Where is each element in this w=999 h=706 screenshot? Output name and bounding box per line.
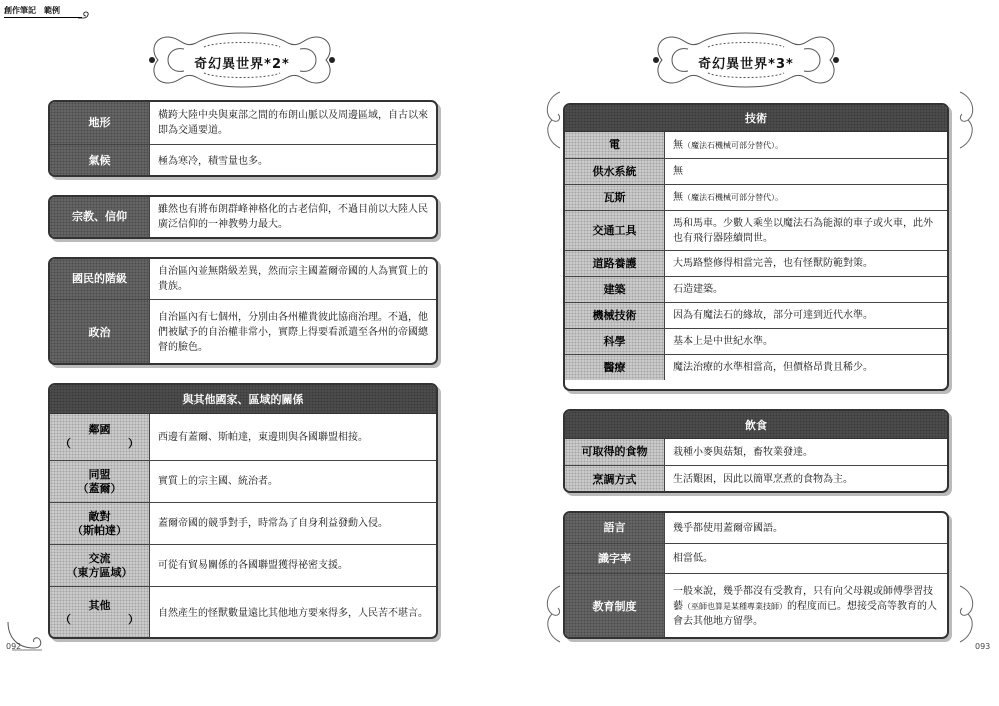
exchange-label-cell [50, 545, 150, 586]
alliance-row [50, 460, 436, 502]
food-available-value: 栽種小麥與菇類，畜牧業發達。 [673, 446, 813, 458]
language-row [565, 513, 947, 543]
tech-row [565, 210, 947, 250]
tech-row-value [665, 303, 947, 328]
food-box [563, 409, 949, 493]
left-page-title: 奇幻異世界*2* [194, 57, 290, 72]
enemy-label-cell [50, 503, 150, 544]
header-rule [4, 17, 82, 18]
tech-row [565, 354, 947, 380]
neighbor-value: 西邊有蓋爾、斯帕達，東邊則與各國聯盟相接。 [158, 431, 368, 443]
tech-row-label: 瓦斯 [565, 185, 665, 210]
tech-row [565, 276, 947, 302]
tech-row-text: 因為有魔法石的緣故，部分可達到近代水準。 [673, 310, 873, 321]
language-label: 語言 [565, 513, 665, 543]
education-row [565, 573, 947, 639]
education-text-2: 的程度而已。想接受高等教育的人會去其他地方留學。 [673, 601, 937, 627]
literacy-row [565, 543, 947, 573]
swirl-ornament-icon [78, 10, 94, 20]
tech-row-text: 魔法治療的水準相當高，但價格昂貴且稀少。 [673, 362, 873, 373]
bottom-swirl-right-icon [954, 584, 980, 644]
technology-title: 技術 [565, 105, 947, 132]
tech-row-value [665, 355, 947, 380]
tech-row-label: 道路養護 [565, 251, 665, 276]
tech-row [565, 250, 947, 276]
tech-row-text: 無 [673, 139, 683, 151]
other-value: 自然產生的怪獸數量遠比其他地方要來得多，人民苦不堪言。 [158, 607, 428, 619]
tech-row-text: 無 [673, 192, 683, 203]
alliance-label-cell [50, 461, 150, 502]
tech-row [565, 184, 947, 210]
other-open-paren: （ [60, 613, 71, 626]
climate-value: 極為寒冷，積雪量也多。 [158, 155, 268, 167]
religion-row [50, 197, 436, 237]
education-label: 教育制度 [565, 574, 665, 639]
tech-row-label: 交通工具 [565, 211, 665, 250]
exchange-value: 可從有貿易關係的各國聯盟獲得祕密支援。 [158, 560, 348, 571]
tech-row [565, 132, 947, 158]
tech-row-label: 供水系統 [565, 159, 665, 184]
relations-title: 與其他國家、區域的關係 [50, 385, 436, 414]
tech-row-value [665, 132, 947, 158]
cooking-row [565, 465, 947, 493]
geography-box [48, 100, 438, 177]
right-page-title: 奇幻異世界*3* [698, 57, 794, 72]
alliance-label: 同盟 [88, 467, 111, 481]
tech-row-value [665, 329, 947, 354]
right-page-number: 093 [975, 642, 991, 651]
terrain-label: 地形 [50, 102, 150, 144]
tech-row-value [665, 251, 947, 276]
tech-row-label: 醫療 [565, 355, 665, 380]
food-available-label: 可取得的食物 [565, 439, 665, 465]
exchange-sub: （東方區域） [66, 565, 133, 579]
food-title: 飲食 [565, 411, 947, 439]
culture-box [563, 511, 949, 639]
climate-row [50, 144, 436, 177]
left-title-frame [144, 27, 340, 93]
education-note: （巫師也算是某種專業技師） [683, 602, 787, 611]
terrain-value: 橫跨大陸中央與東部之間的布朗山脈以及周邊區域，自古以來即為交通要道。 [158, 110, 428, 136]
religion-box [48, 195, 438, 239]
class-value: 自治區內並無階級差異，然而宗主國蓋爾帝國的人為實質上的貴族。 [158, 266, 428, 292]
other-close-paren: ） [128, 613, 139, 626]
tech-row-note: （魔法石機械可部分替代）。 [683, 140, 783, 150]
other-label: 其他 [88, 599, 111, 612]
tech-row-value [665, 211, 947, 250]
tech-row-note: （魔法石機械可部分替代）。 [683, 193, 783, 202]
climate-label: 氣候 [50, 145, 150, 177]
exchange-label: 交流 [88, 551, 111, 565]
tech-row-label: 建築 [565, 277, 665, 302]
class-row [50, 259, 436, 299]
enemy-label: 敵對 [88, 509, 111, 523]
alliance-value: 實質上的宗主國、統治者。 [158, 476, 278, 487]
right-title-frame [648, 27, 844, 93]
technology-box [563, 103, 949, 391]
class-label: 國民的階級 [50, 259, 150, 299]
tech-row-value [665, 185, 947, 210]
tech-row-text: 基本上是中世紀水準。 [673, 336, 773, 347]
tech-row-text: 石造建築。 [673, 284, 723, 295]
terrain-row [50, 102, 436, 144]
neighbor-open-paren: （ [60, 437, 71, 450]
neighbor-label-cell [50, 414, 150, 460]
exchange-row [50, 544, 436, 586]
politics-box [48, 257, 438, 365]
literacy-value: 相當低。 [673, 553, 713, 564]
cooking-label: 烹調方式 [565, 466, 665, 493]
tech-row [565, 302, 947, 328]
enemy-value: 蓋爾帝國的競爭對手，時常為了自身利益發動入侵。 [158, 518, 388, 529]
tech-row [565, 328, 947, 354]
tech-row [565, 158, 947, 184]
education-text: 一般來說，幾乎都沒有受教育，只有向父母親或師傅學習技藝 [673, 586, 933, 612]
tech-row-text: 無 [673, 166, 683, 177]
religion-value: 雖然也有將布朗群峰神格化的古老信仰，不過目前以大陸人民廣泛信仰的一神教勢力最大。 [158, 204, 428, 230]
enemy-sub: （斯帕達） [72, 523, 127, 537]
left-page-number: 092 [6, 642, 22, 651]
tech-row-label: 科學 [565, 329, 665, 354]
language-value: 幾乎都使用蓋爾帝國語。 [673, 522, 783, 534]
other-label-cell [50, 587, 150, 639]
relations-box [48, 383, 438, 639]
tech-row-label: 機械技術 [565, 303, 665, 328]
running-header: 創作筆記 範例 [4, 6, 60, 15]
bottom-swirl-left-icon [540, 584, 566, 644]
side-swirl-right-icon [954, 90, 980, 150]
food-available-row [565, 439, 947, 465]
tech-row-value [665, 277, 947, 302]
tech-row-label: 電 [565, 132, 665, 158]
religion-label: 宗教、信仰 [50, 197, 150, 237]
neighbor-label: 鄰國 [88, 423, 111, 436]
neighbor-row [50, 414, 436, 460]
other-row [50, 586, 436, 639]
politics-value: 自治區內有七個州，分別由各州權貴彼此協商治理。不過，他們被賦予的自治權非常小，實際上得要看派遣至各州的帝國總督的臉色。 [158, 312, 428, 353]
cooking-value: 生活艱困，因此以簡單烹煮的食物為主。 [673, 474, 853, 485]
neighbor-close-paren: ） [128, 437, 139, 450]
tech-row-value [665, 159, 947, 184]
tech-row-text: 馬和馬車。少數人乘坐以魔法石為能源的車子或火車，此外也有飛行器陸續問世。 [673, 217, 933, 244]
education-value [665, 574, 947, 639]
alliance-sub: （蓋爾） [77, 481, 122, 495]
politics-label: 政治 [50, 300, 150, 365]
enemy-row [50, 502, 436, 544]
literacy-label: 識字率 [565, 544, 665, 573]
tech-row-text: 大馬路整修得相當完善，也有怪獸防範對策。 [673, 258, 873, 269]
politics-row [50, 299, 436, 365]
